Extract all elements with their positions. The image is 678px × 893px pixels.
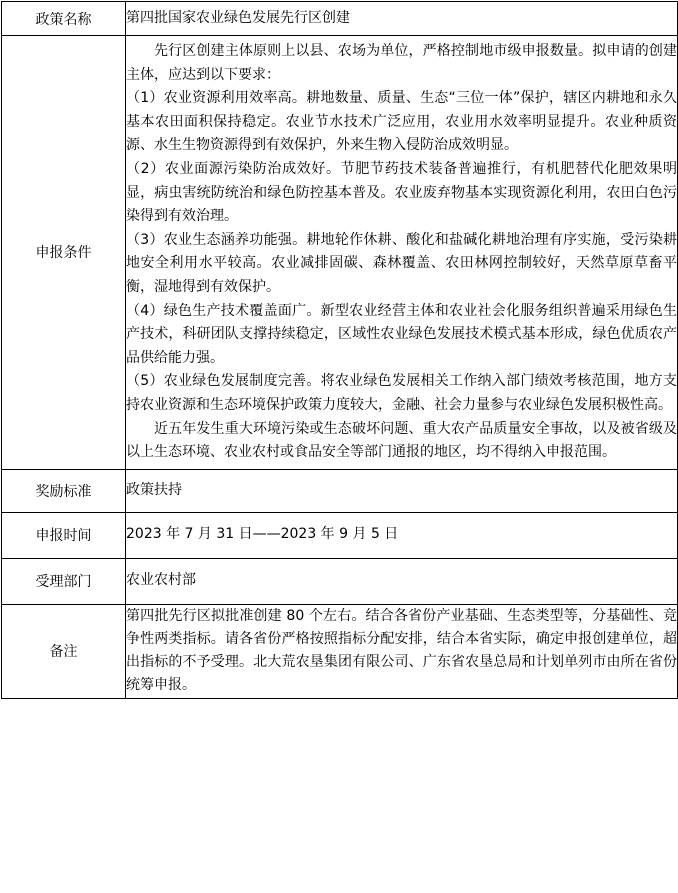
- row-remark: [2, 604, 678, 698]
- time-label: 申报时间: [2, 512, 126, 558]
- policy-name-value: 第四批国家农业绿色发展先行区创建: [126, 2, 678, 36]
- condition-item: （2）农业面源污染防治成效好。节肥节药技术装备普遍推行，有机肥替代化肥效果明显，病虫害统防统治和绿色防控基本普及。农业废弃物基本实现资源化利用，农田白色污染得到有效治理。: [126, 160, 677, 225]
- conditions-value: [126, 36, 678, 470]
- conditions-exclusion: 近五年发生重大环境污染或生态破坏问题、重大农产品质量安全事故，以及被省级及以上生态环境、农业农村或食品安全等部门通报的地区，均不得纳入申报范围。: [126, 420, 677, 461]
- condition-item: （1）农业资源利用效率高。耕地数量、质量、生态“三位一体”保护，辖区内耕地和永久基本农田面积保持稳定。农业节水技术广泛应用，农业用水效率明显提升。农业种质资源、水生生物资源得到有效保护，外来生物入侵防治成效明显。: [126, 90, 677, 154]
- remark-label: 备注: [2, 604, 126, 698]
- row-reward: [2, 469, 678, 512]
- policy-table: [1, 1, 678, 699]
- row-time: [2, 512, 678, 558]
- row-policy-name: [2, 2, 678, 36]
- dept-label: 受理部门: [2, 558, 126, 604]
- condition-item: （5）农业绿色发展制度完善。将农业绿色发展相关工作纳入部门绩效考核范围，地方支持农业资源和生态环境保护政策力度较大，金融、社会力量参与农业绿色发展积极性高。: [126, 373, 677, 413]
- remark-value: [126, 604, 678, 698]
- time-value: 2023 年 7 月 31 日——2023 年 9 月 5 日: [126, 512, 678, 558]
- reward-value: 政策扶持: [126, 469, 678, 512]
- reward-label: 奖励标准: [2, 469, 126, 512]
- conditions-intro: 先行区创建主体原则上以县、农场为单位，严格控制地市级申报数量。拟申请的创建主体，应达到以下要求：: [126, 43, 677, 83]
- remark-text: 第四批先行区拟批准创建 80 个左右。结合各省份产业基础、生态类型等，分基础性、竞争性两类指标。请各省份严格按照指标分配安排，结合本省实际，确定申报创建单位，超出指标的不予受理。北大荒农垦集团有限公司、广东省农垦总局和计划单列市由所在省份统筹申报。: [126, 607, 677, 694]
- conditions-label: 申报条件: [2, 36, 126, 470]
- row-dept: [2, 558, 678, 604]
- condition-item: （4）绿色生产技术覆盖面广。新型农业经营主体和农业社会化服务组织普遍采用绿色生产技术，科研团队支撑持续稳定，区域性农业绿色发展技术模式基本形成，绿色优质农产品供给能力强。: [126, 302, 677, 366]
- policy-name-label: 政策名称: [2, 2, 126, 36]
- condition-item: （3）农业生态涵养功能强。耕地轮作休耕、酸化和盐碱化耕地治理有序实施，受污染耕地安全利用水平较高。农业减排固碳、森林覆盖、农田林网控制较好，天然草原草畜平衡，湿地得到有效保护。: [126, 231, 677, 295]
- dept-value: 农业农村部: [126, 558, 678, 604]
- row-conditions: [2, 36, 678, 470]
